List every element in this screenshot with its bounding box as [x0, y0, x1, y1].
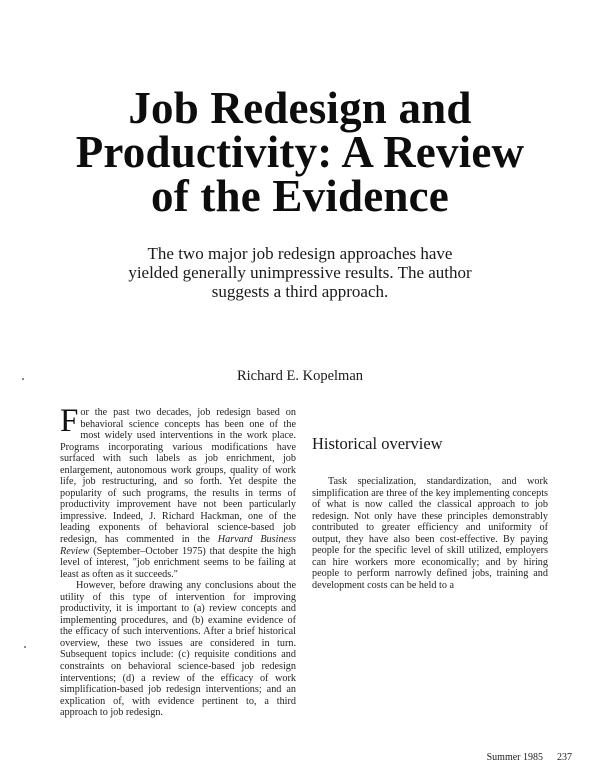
body-paragraph-2: However, before drawing any conclusions about the utility of this type of intervention for improving productivity, it is important to (a) review concepts and implementing procedures, and (b) examine evidence of the efficacy of such interventions. After a brief historical overview, these two issues are considered in turn. Subsequent topics include: (c) requisite conditions and constraints on behavioral science-based job redesign interventions; (d) a review of the efficacy of work simplification-based job redesign interventions; and an explication of, with evidence pertinent to, a third approach to job redesign.: [60, 580, 296, 719]
drop-cap: F: [60, 403, 79, 439]
title-line-3: of the Evidence: [151, 171, 449, 221]
subtitle-line-2: yielded generally unimpressive results. The author: [128, 263, 472, 282]
publication-title: Harvard Business Review: [60, 534, 296, 557]
scan-speck: [24, 646, 26, 648]
article-title: [0, 83, 600, 221]
subtitle-line-3: suggests a third approach.: [211, 282, 389, 301]
author-byline: Richard E. Kopelman: [236, 368, 364, 384]
subtitle-line-1: The two major job redesign approaches have: [147, 244, 453, 263]
scan-speck: [22, 378, 24, 380]
left-column: [60, 403, 296, 719]
intro-text: or the past two decades, job redesign based on behavioral science concepts has been one of the most widely used interventions in the work place. Programs incorporating various modifications have surfaced with such labels as job enrichment, job enlargement, autonomous work groups, quality of work life, job restructuring, and so forth. Yet despite the popularity of such programs, the results in terms of productivity improvement have not been particularly impressive. Indeed, J. Richard Hackman, one of the leading exponents of behavioral science-based job redesign, has commented in the: [60, 407, 296, 546]
section-heading: Historical overview: [312, 434, 443, 453]
issue-label: Summer 1985: [486, 752, 543, 763]
body-paragraph-3: Task specialization, standardization, and work simplification are three of the key implementing concepts of what is now called the classical approach to job redesign. Not only have these principles demonstrably contributed to greater efficiency and uniformity of output, they have also been cost-effective. By paying people for the specific level of skill utilized, employers can hire workers more economically; and by hiring people to perform narrowly defined jobs, training and development costs can be held to a: [312, 476, 548, 591]
page-footer: [473, 752, 572, 763]
title-line-1: Job Redesign and: [128, 83, 472, 133]
intro-paragraph: [60, 403, 296, 580]
title-line-2: Productivity: A Review: [75, 127, 525, 177]
intro-text-end: (September–October 1975) that despite the high level of interest, "job enrichment seems to be failing at least as often as it succeeds.": [60, 545, 296, 580]
page-number: 237: [557, 752, 572, 763]
article-subtitle: [0, 244, 600, 301]
right-column: [312, 409, 548, 591]
